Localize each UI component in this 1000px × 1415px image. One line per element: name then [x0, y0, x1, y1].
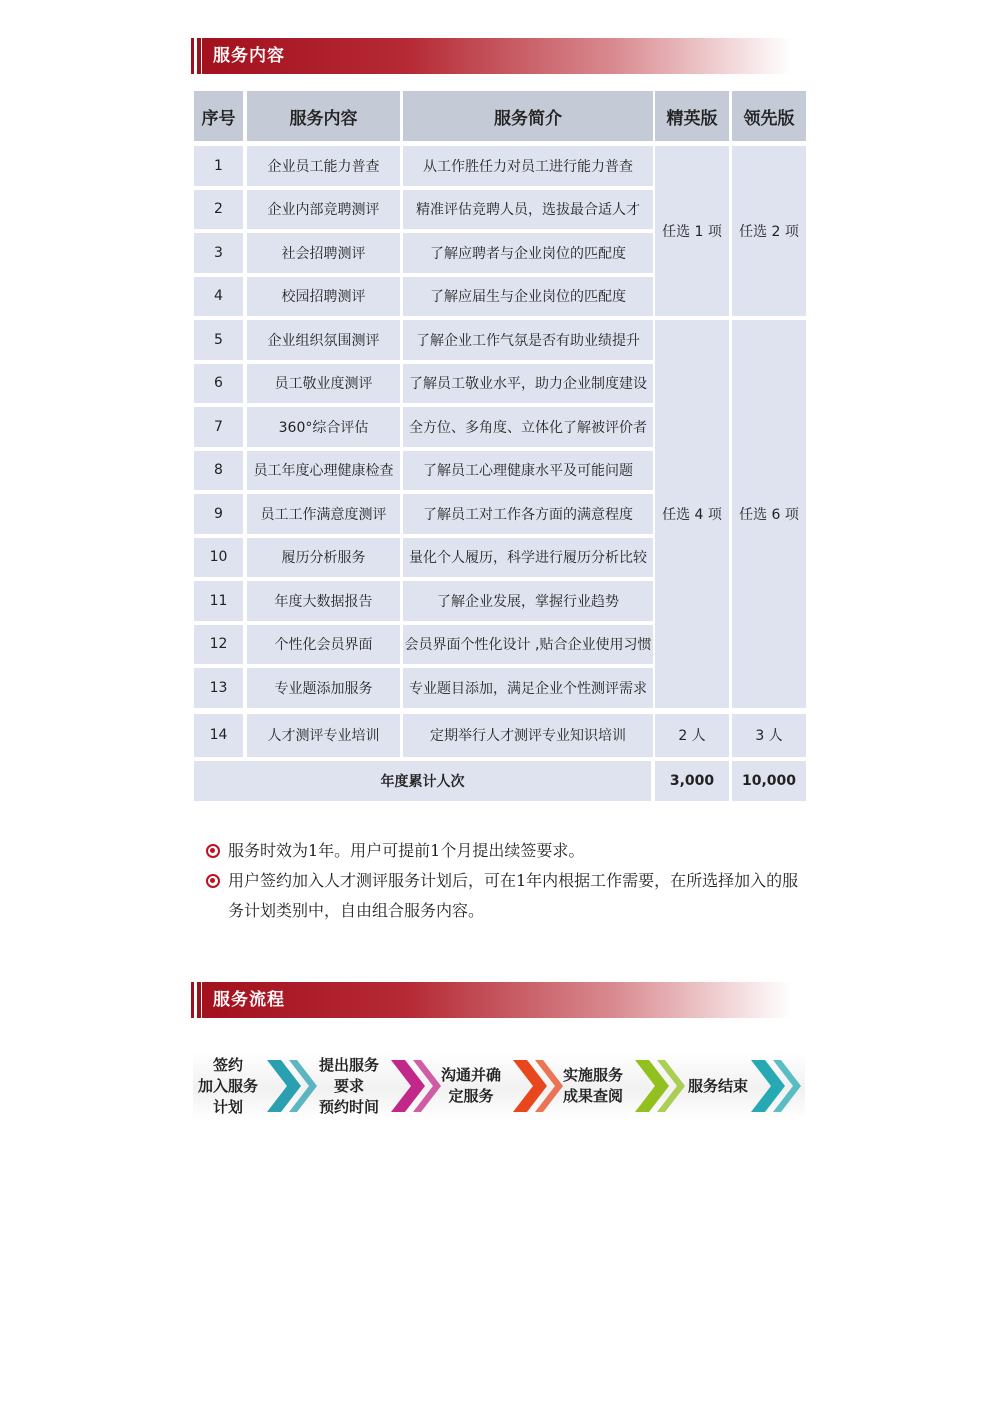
service-name-cell: 员工年度心理健康检查 — [247, 451, 400, 491]
service-name-cell: 360°综合评估 — [247, 407, 400, 447]
service-name-cell: 人才测评专业培训 — [247, 714, 400, 757]
row-number-cell: 13 — [194, 668, 243, 708]
flow-step-label: 预约时间 — [318, 1097, 379, 1116]
lead-option-cell: 任选 6 项 — [732, 320, 806, 708]
service-desc-cell: 了解员工心理健康水平及可能问题 — [403, 451, 653, 491]
bullet-icon — [206, 844, 220, 858]
flow-step-label: 沟通并确 — [440, 1066, 501, 1084]
flow-step-label: 定服务 — [448, 1087, 494, 1105]
row-number-cell: 11 — [194, 581, 243, 621]
service-name-cell: 专业题添加服务 — [247, 668, 400, 708]
flow-step-label: 实施服务 — [562, 1066, 623, 1084]
row-number-cell: 3 — [194, 233, 243, 273]
section-title: 服务内容 — [213, 46, 285, 66]
row-number-cell: 4 — [194, 277, 243, 317]
lead-option-cell: 3 人 — [732, 714, 806, 757]
note-text: 用户签约加入人才测评服务计划后，可在1年内根据工作需要，在所选择加入的服务计划类别中，自由组合服务内容。 — [228, 871, 799, 920]
service-table — [194, 91, 806, 801]
header-band — [202, 982, 791, 1018]
header-accent-bar — [197, 982, 201, 1018]
flow-step-label: 签约 — [212, 1055, 243, 1074]
note-item — [204, 836, 804, 866]
section-header-service-flow — [191, 982, 791, 1018]
flow-step — [309, 1052, 389, 1120]
service-name-cell: 企业员工能力普查 — [247, 146, 400, 186]
row-number-cell: 6 — [194, 364, 243, 404]
header-accent-bar — [197, 38, 201, 74]
total-label-cell: 年度累计人次 — [194, 761, 651, 801]
service-name-cell: 个性化会员界面 — [247, 625, 400, 665]
service-desc-cell: 了解应届生与企业岗位的匹配度 — [403, 277, 653, 317]
header-accent-bar — [191, 982, 194, 1018]
service-name-cell: 企业内部竞聘测评 — [247, 190, 400, 230]
service-flow — [193, 1052, 805, 1120]
note-text: 服务时效为1年。用户可提前1个月提出续签要求。 — [228, 841, 585, 860]
service-name-cell: 企业组织氛围测评 — [247, 320, 400, 360]
row-number-cell: 14 — [194, 714, 243, 757]
service-desc-cell: 了解员工敬业水平，助力企业制度建设 — [403, 364, 653, 404]
elite-option-cell: 2 人 — [655, 714, 729, 757]
service-name-cell: 员工敬业度测评 — [247, 364, 400, 404]
service-desc-cell: 了解企业发展，掌握行业趋势 — [403, 581, 653, 621]
row-number-cell: 7 — [194, 407, 243, 447]
section-title: 服务流程 — [213, 990, 285, 1010]
elite-option-cell: 任选 4 项 — [655, 320, 729, 708]
service-name-cell: 履历分析服务 — [247, 538, 400, 578]
service-desc-cell: 从工作胜任力对员工进行能力普查 — [403, 146, 653, 186]
flow-step-label: 成果查阅 — [562, 1087, 623, 1105]
table-header-cell: 领先版 — [732, 91, 806, 141]
note-item — [204, 866, 804, 926]
row-number-cell: 8 — [194, 451, 243, 491]
flow-step-label: 要求 — [333, 1076, 364, 1095]
service-desc-cell: 精准评估竞聘人员，选拔最合适人才 — [403, 190, 653, 230]
service-name-cell: 员工工作满意度测评 — [247, 494, 400, 534]
row-number-cell: 5 — [194, 320, 243, 360]
service-desc-cell: 全方位、多角度、立体化了解被评价者 — [403, 407, 653, 447]
flow-step — [678, 1052, 758, 1120]
flow-step-label: 服务结束 — [687, 1076, 748, 1095]
table-header-cell: 服务简介 — [403, 91, 653, 141]
elite-option-cell: 任选 1 项 — [655, 146, 729, 316]
service-desc-cell: 量化个人履历，科学进行履历分析比较 — [403, 538, 653, 578]
table-header-cell: 序号 — [194, 91, 243, 141]
service-desc-cell: 了解应聘者与企业岗位的匹配度 — [403, 233, 653, 273]
flow-step-label: 加入服务 — [197, 1076, 258, 1095]
lead-option-cell: 任选 2 项 — [732, 146, 806, 316]
notes-list — [204, 836, 804, 926]
row-number-cell: 10 — [194, 538, 243, 578]
flow-step — [433, 1052, 509, 1120]
flow-step-label: 提出服务 — [318, 1055, 379, 1074]
table-header-cell: 精英版 — [655, 91, 729, 141]
service-name-cell: 校园招聘测评 — [247, 277, 400, 317]
flow-step-label: 计划 — [212, 1097, 243, 1116]
section-header-service-content — [191, 38, 791, 74]
chevron-arrow-icon — [749, 1056, 805, 1116]
flow-step — [193, 1052, 263, 1120]
row-number-cell: 9 — [194, 494, 243, 534]
service-desc-cell: 了解员工对工作各方面的满意程度 — [403, 494, 653, 534]
service-desc-cell: 会员界面个性化设计 ,贴合企业使用习惯 — [403, 625, 653, 665]
service-desc-cell: 定期举行人才测评专业知识培训 — [403, 714, 653, 757]
service-name-cell: 社会招聘测评 — [247, 233, 400, 273]
header-accent-bar — [191, 38, 194, 74]
total-elite-cell: 3,000 — [655, 761, 729, 801]
row-number-cell: 2 — [194, 190, 243, 230]
row-number-cell: 12 — [194, 625, 243, 665]
service-name-cell: 年度大数据报告 — [247, 581, 400, 621]
service-desc-cell: 了解企业工作气氛是否有助业绩提升 — [403, 320, 653, 360]
header-band — [202, 38, 791, 74]
table-header-cell: 服务内容 — [247, 91, 400, 141]
flow-step — [555, 1052, 631, 1120]
bullet-icon — [206, 874, 220, 888]
row-number-cell: 1 — [194, 146, 243, 186]
total-lead-cell: 10,000 — [732, 761, 806, 801]
service-desc-cell: 专业题目添加，满足企业个性测评需求 — [403, 668, 653, 708]
